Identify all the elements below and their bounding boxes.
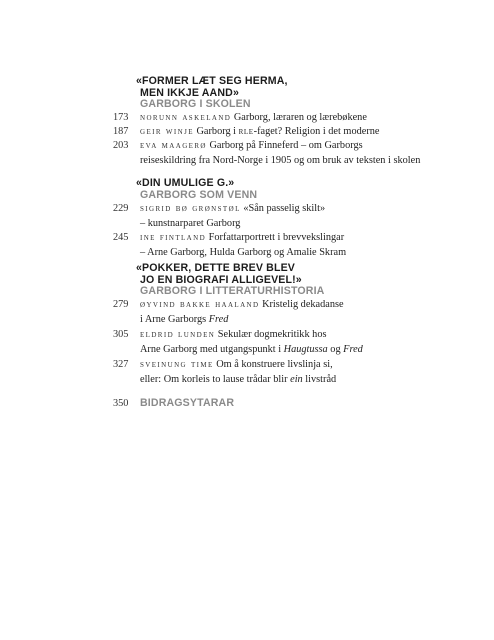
page-number: 229 [113,203,129,214]
entry-author: øyvind bakke haaland [140,299,260,310]
section-title-line: «DIN UMULIGE G.» [136,177,235,189]
page-number: 173 [113,112,129,123]
entry-title-continued: Arne Garborg med utgangspunkt i Haugtussa og Fred [140,344,363,355]
page-number: 350 [113,398,129,409]
page-number: 245 [113,232,129,243]
section-title-line: JO EN BIOGRAFI ALLIGEVEL!» [140,273,302,286]
page-number: 203 [113,140,129,151]
page-number: 327 [113,359,129,370]
entry-author: eldrid lunden [140,329,216,340]
entry-title: Forfattarportrett i brevvekslingar [208,232,345,243]
entry-author: sigrid bø grønstøl [140,203,241,214]
entry-title-continued: – kunstnarparet Garborg [140,218,241,229]
entry-title: Garborg på Finneferd – om Garborgs [209,140,363,151]
entry-author: geir winje [140,126,194,137]
entry-title-continued: reiseskildring fra Nord-Norge i 1905 og om bruk av teksten i skolen [140,155,421,166]
section-title-line: «POKKER, DETTE BREV BLEV [136,262,295,274]
entry-title: Om å konstruere livslinja si, [216,359,333,370]
contributors-title: BIDRAGSYTARAR [140,397,235,409]
entry-title: Garborg, læraren og lærebøkene [233,112,367,123]
section-heading-garborg-i-skolen [136,76,288,111]
entry-title-continued: eller: Om korleis to lause trådar blir ein livstråd [140,374,337,385]
entry-author: sveinung time [140,359,214,370]
entry-author: ine fintland [140,232,207,243]
page-number: 187 [113,126,129,137]
section-subtitle: GARBORG SOM VENN [140,188,258,201]
entry-author: eva maagerø [140,140,207,151]
page-number: 279 [113,299,129,310]
entry-title-continued: i Arne Garborgs Fred [140,314,229,325]
entry-title: Garborg i rle-faget? Religion i det moderne [196,126,380,137]
page-number: 305 [113,329,129,340]
section-heading-garborg-i-litteraturhistoria [136,263,325,298]
section-title-line: «FORMER LÆT SEG HERMA, [136,75,288,87]
section-subtitle: GARBORG I SKOLEN [140,98,251,110]
entry-author: norunn askeland [140,112,232,123]
entry-title: Sekulær dogmekritikk hos [217,329,327,340]
entry-title-continued: – Arne Garborg, Hulda Garborg og Amalie Skram [140,247,347,258]
entry-title: «Sån passelig skilt» [243,203,326,214]
section-title-line: MEN IKKJE AAND» [140,86,239,99]
section-subtitle: GARBORG I LITTERATURHISTORIA [140,285,325,297]
entry-title: Kristelig dekadanse [262,299,344,310]
section-heading-garborg-som-venn [136,178,257,201]
